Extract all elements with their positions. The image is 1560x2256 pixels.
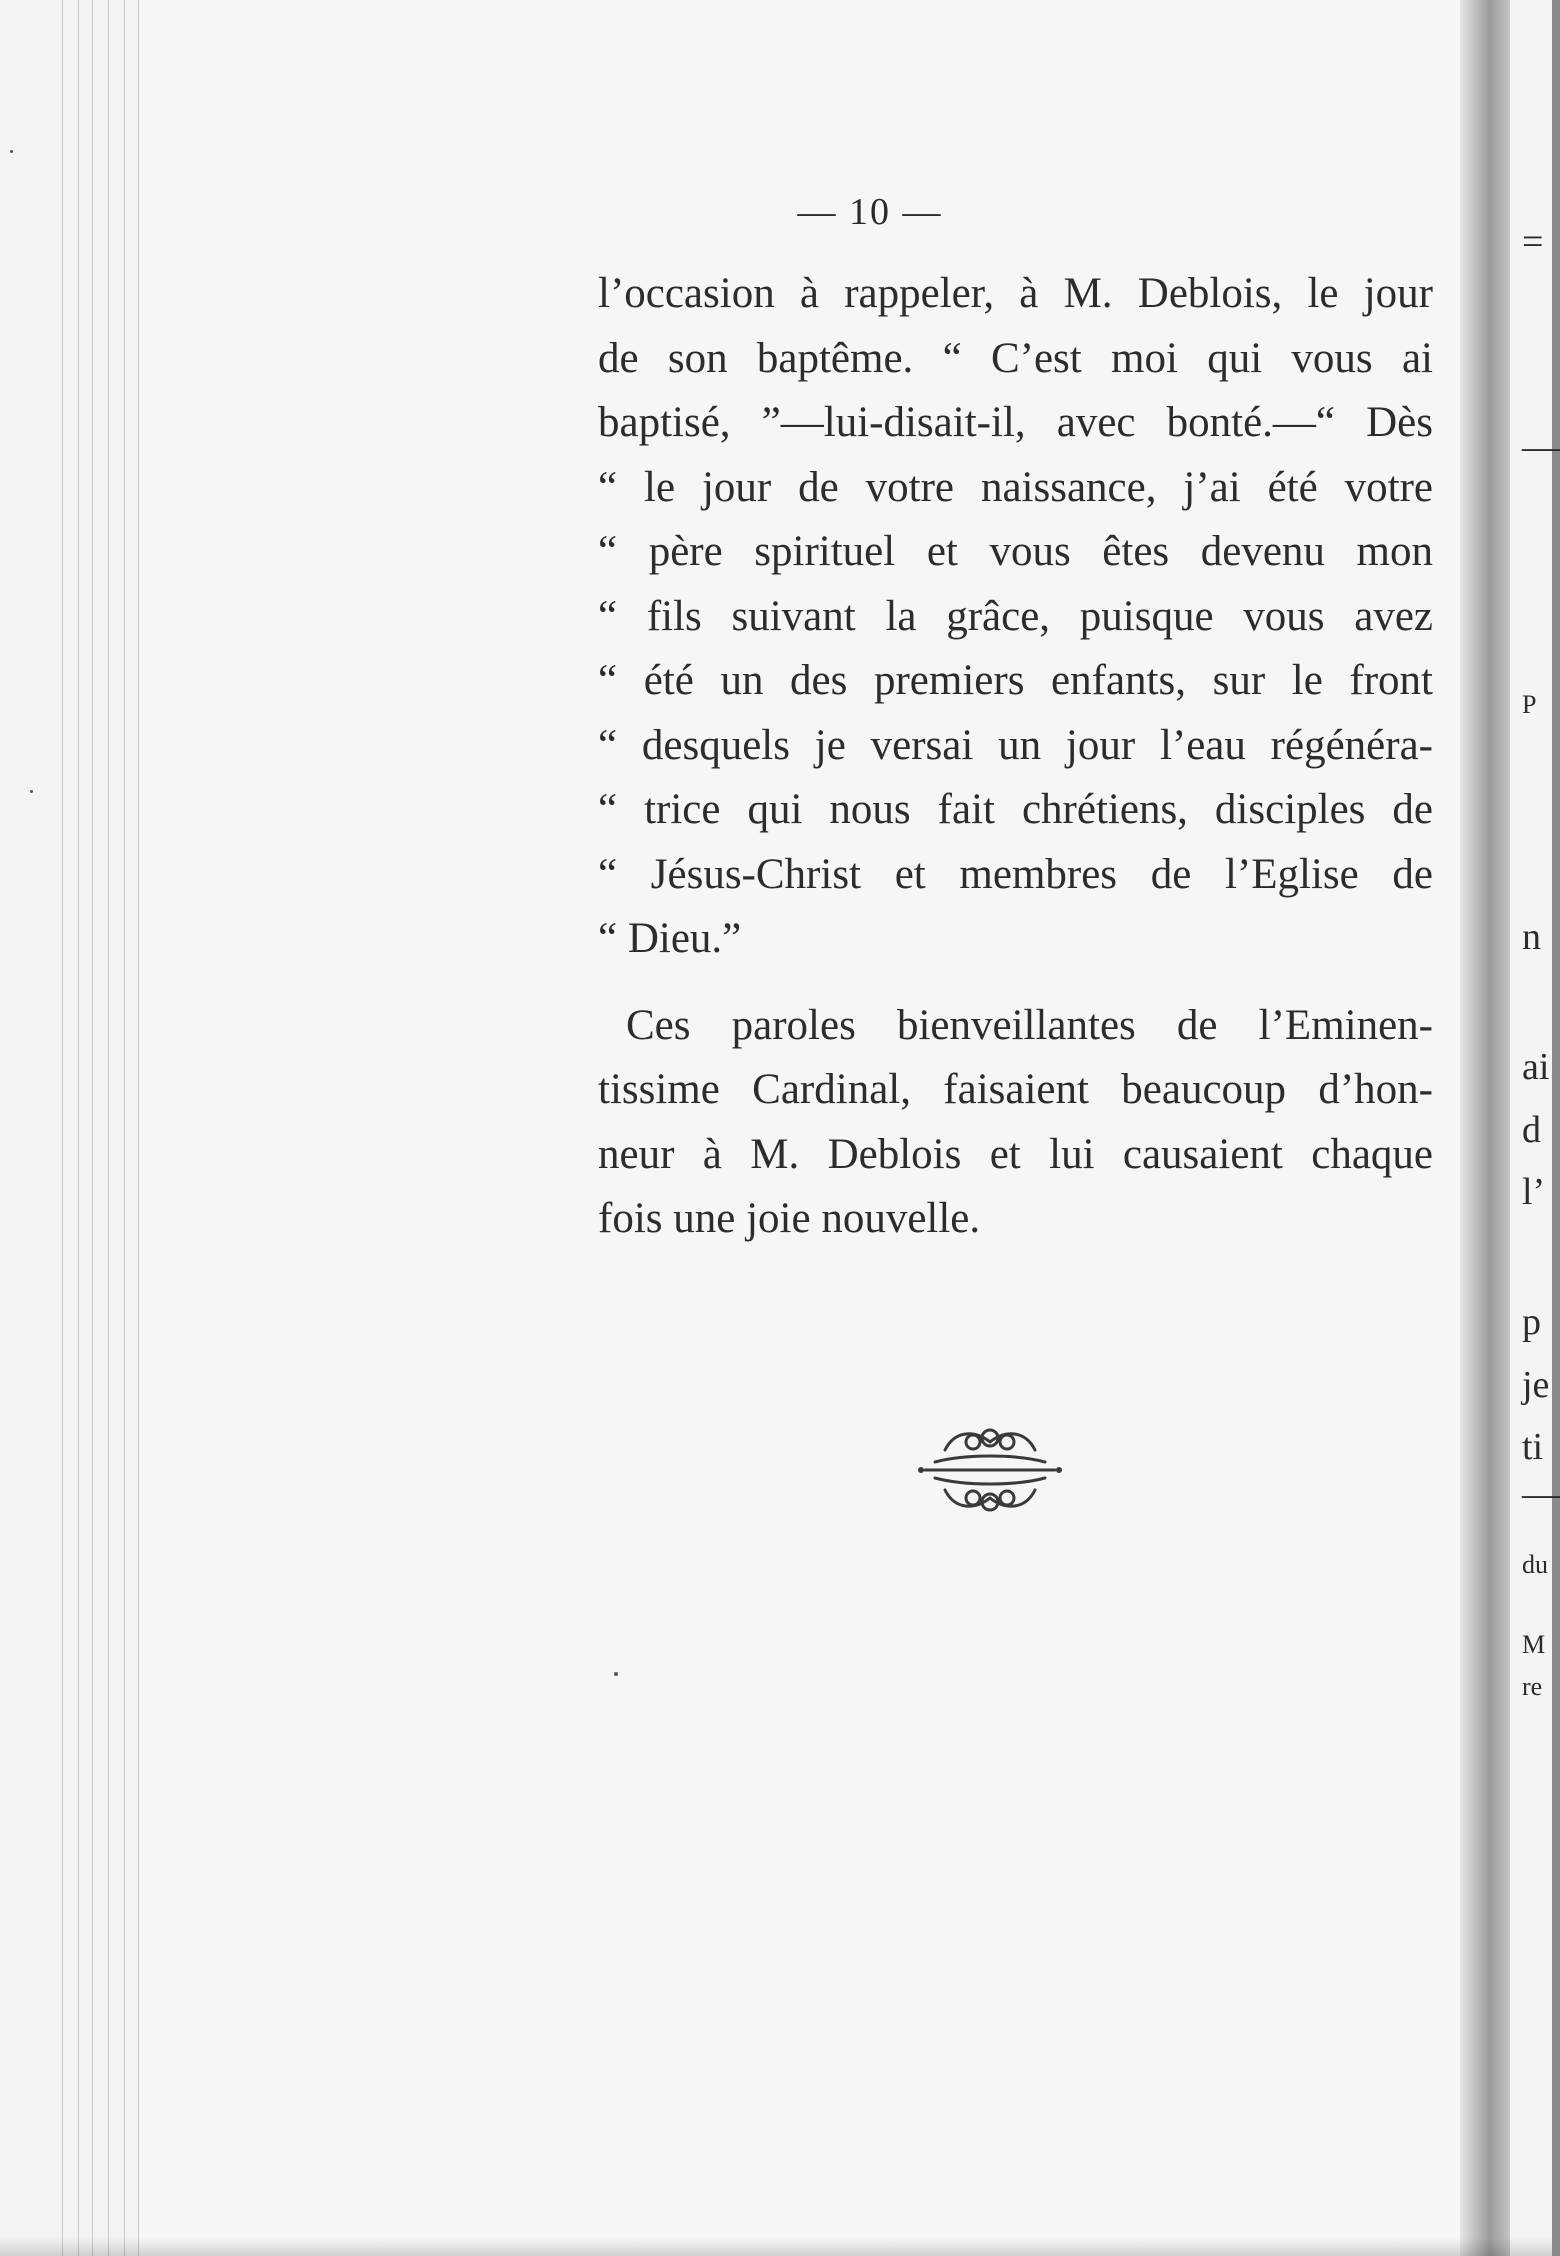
text-line: “ fils suivant la grâce, puisque vous avez bbox=[598, 592, 1433, 640]
facing-page-fragment: l’ bbox=[1522, 1171, 1546, 1213]
text-line: neur à M. Deblois et lui causaient chaque bbox=[598, 1130, 1433, 1178]
scan-bottom-shadow bbox=[0, 2238, 1552, 2256]
facing-page-fragment: p bbox=[1522, 1301, 1541, 1343]
text-line: “ le jour de votre naissance, j’ai été votre bbox=[598, 463, 1433, 511]
facing-page-fragment: P bbox=[1522, 690, 1537, 719]
scan-speck bbox=[614, 1672, 618, 1676]
facing-page-fragment: — bbox=[1522, 426, 1560, 468]
facing-page-fragment: je bbox=[1522, 1364, 1550, 1406]
text-line: Ces paroles bienveillantes de l’Eminen- bbox=[626, 1001, 1433, 1049]
text-line: baptisé, ”—lui-disait-il, avec bonté.—“ Dès bbox=[598, 399, 1433, 446]
text-line: “ été un des premiers enfants, sur le front bbox=[598, 657, 1433, 704]
facing-page-fragment: re bbox=[1522, 1672, 1543, 1701]
facing-page-fragment: d bbox=[1522, 1109, 1541, 1151]
page-edge-line bbox=[92, 0, 93, 2256]
facing-page-fragment: ti bbox=[1522, 1426, 1544, 1468]
text-line: “ Jésus-Christ et membres de l’Eglise de bbox=[598, 850, 1433, 898]
text-line: “ desquels je versai un jour l’eau régénéra- bbox=[598, 721, 1433, 769]
book-gutter bbox=[1460, 0, 1510, 2256]
facing-page-fragment: = bbox=[1522, 221, 1544, 263]
decorative-ornament-icon bbox=[915, 1420, 1065, 1520]
page-body-text bbox=[598, 262, 1433, 1252]
page-number: — 10 — bbox=[797, 191, 943, 233]
page-edge-line bbox=[108, 0, 109, 2256]
page-edge-line bbox=[124, 0, 125, 2256]
text-line: “ trice qui nous fait chrétiens, disciples de bbox=[598, 786, 1433, 833]
paragraph-gap bbox=[598, 972, 1433, 994]
page-edge-line bbox=[138, 0, 139, 2256]
scan-speck bbox=[30, 790, 33, 793]
text-line: l’occasion à rappeler, à M. Deblois, le jour bbox=[598, 270, 1433, 317]
scan-speck bbox=[10, 150, 13, 153]
facing-page-fragment: — bbox=[1522, 1473, 1560, 1515]
facing-page-fragment: n bbox=[1522, 916, 1541, 958]
facing-page-fragment: du bbox=[1522, 1550, 1548, 1579]
text-line: tissime Cardinal, faisaient beaucoup d’hon- bbox=[598, 1066, 1433, 1113]
text-line: “ père spirituel et vous êtes devenu mon bbox=[598, 528, 1433, 575]
text-line: de son baptême. “ C’est moi qui vous ai bbox=[598, 334, 1433, 382]
page-edge-line bbox=[62, 0, 63, 2256]
page-edge-line bbox=[78, 0, 79, 2256]
text-line: fois une joie nouvelle. bbox=[598, 1195, 981, 1242]
text-line: “ Dieu.” bbox=[598, 915, 742, 962]
facing-page-fragment: M bbox=[1522, 1630, 1546, 1659]
facing-page-fragment: ai bbox=[1522, 1046, 1550, 1088]
